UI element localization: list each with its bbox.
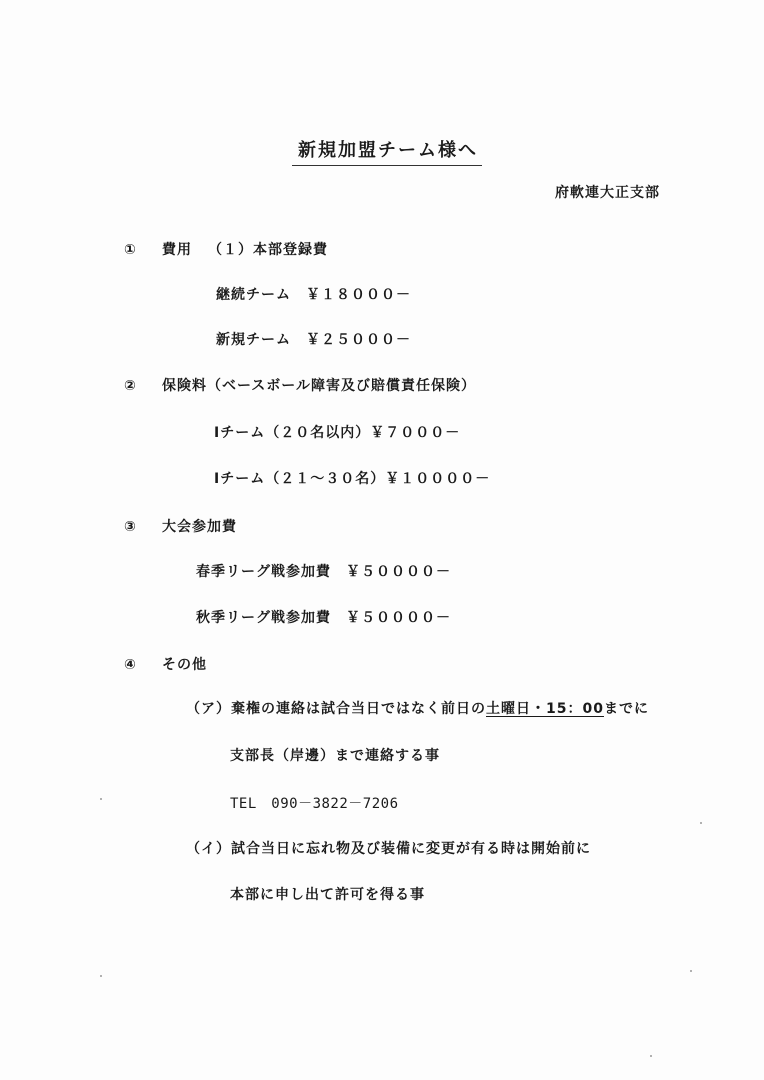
section-2-heading: 保険料（ベースボール障害及び賠償責任保険） bbox=[162, 378, 477, 394]
section-4-number: ④ bbox=[124, 657, 137, 673]
scan-speck bbox=[690, 970, 692, 972]
scan-speck bbox=[100, 975, 102, 977]
note-b-line-1: （イ）試合当日に忘れ物及び装備に変更が有る時は開始前に bbox=[186, 841, 591, 857]
scan-speck bbox=[700, 822, 702, 824]
section-1-item-2: 新規チーム ￥２５０００－ bbox=[216, 332, 411, 348]
organization-name: 府軟連大正支部 bbox=[555, 185, 660, 201]
note-a-deadline: 土曜日・15：00 bbox=[486, 701, 604, 717]
scan-speck bbox=[650, 1055, 652, 1057]
section-1-heading: 費用 bbox=[162, 242, 192, 258]
section-3-item-1: 春季リーグ戦参加費 ￥５００００－ bbox=[196, 564, 451, 580]
section-4-heading: その他 bbox=[162, 657, 207, 673]
note-a-line-1 bbox=[186, 700, 649, 718]
title-underline bbox=[292, 165, 482, 166]
note-a-line-2: 支部長（岸邊）まで連絡する事 bbox=[230, 748, 440, 764]
section-2-item-1: Iチーム（２０名以内）￥７０００－ bbox=[214, 425, 461, 441]
contact-phone: TEL 090－3822－7206 bbox=[230, 796, 399, 812]
section-3-heading: 大会参加費 bbox=[162, 519, 237, 535]
scan-speck bbox=[100, 798, 102, 800]
document-title: 新規加盟チーム様へ bbox=[298, 140, 478, 161]
section-3-number: ③ bbox=[124, 519, 137, 535]
section-1-subheading: （１）本部登録費 bbox=[208, 242, 328, 258]
note-b-line-2: 本部に申し出て許可を得る事 bbox=[230, 887, 425, 903]
section-2-number: ② bbox=[124, 378, 137, 394]
section-1-item-1: 継続チーム ￥１８０００－ bbox=[216, 287, 411, 303]
section-1-number: ① bbox=[124, 242, 137, 258]
section-3-item-2: 秋季リーグ戦参加費 ￥５００００－ bbox=[196, 610, 451, 626]
note-a-prefix: （ア）棄権の連絡は試合当日ではなく前日の bbox=[186, 701, 486, 717]
section-2-item-2: Iチーム（２１～３０名）￥１００００－ bbox=[214, 471, 491, 487]
note-a-suffix: までに bbox=[603, 701, 649, 717]
